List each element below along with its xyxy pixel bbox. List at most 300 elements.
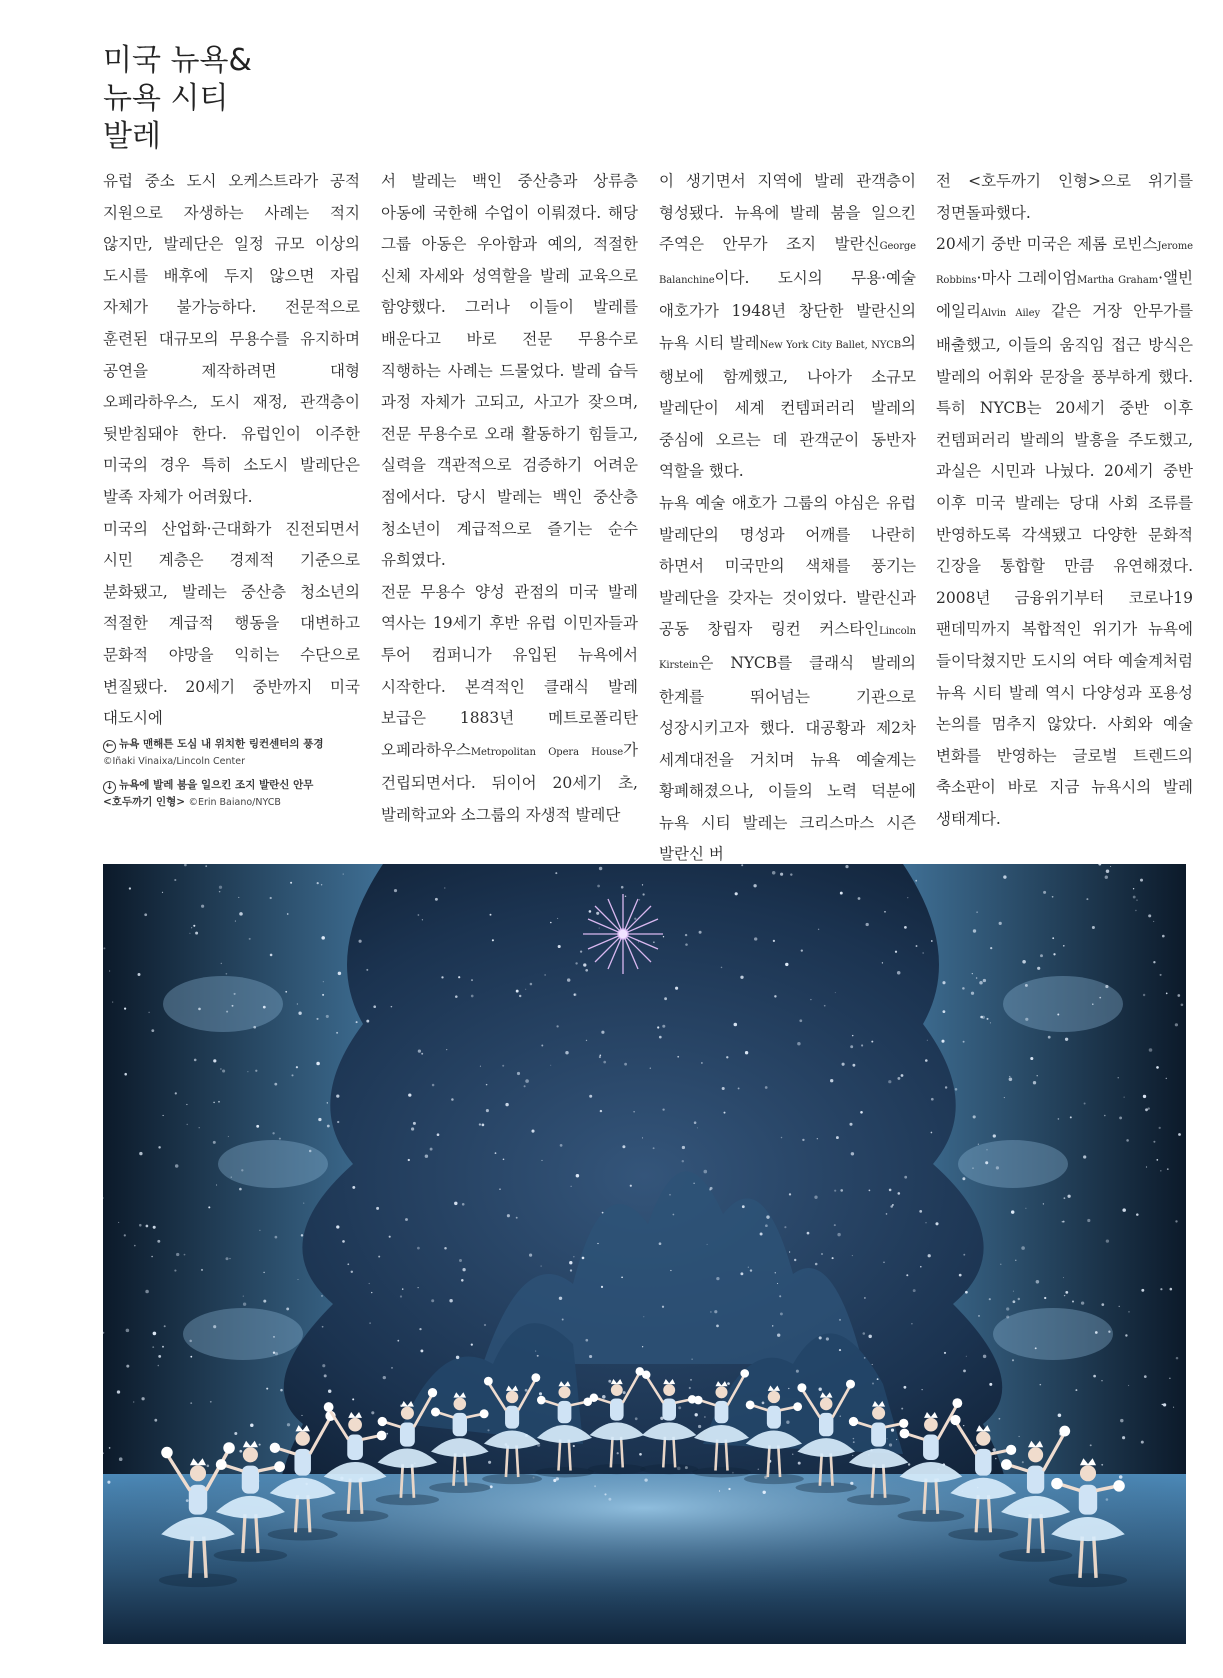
snowflake xyxy=(1160,1288,1162,1290)
caption-text: <호두까기 인형> xyxy=(103,796,186,808)
snowflake xyxy=(860,1111,863,1114)
snowflake xyxy=(321,936,325,940)
snowflake xyxy=(213,1141,216,1144)
text-run: 이다. 도시의 무용·예술 애호가가 1948년 창단한 발란신의 뉴욕 시티 발레 xyxy=(659,268,916,352)
snowflake xyxy=(134,1245,136,1247)
snowflake xyxy=(1170,1288,1173,1291)
snowflake xyxy=(704,1416,706,1418)
snowflake xyxy=(144,913,147,916)
snowflake xyxy=(796,1370,799,1373)
snowflake xyxy=(788,1388,789,1389)
snowflake xyxy=(567,978,570,981)
snowflake xyxy=(275,1236,278,1239)
snowflake xyxy=(1153,1141,1155,1143)
snowflake xyxy=(550,1065,551,1066)
snowflake xyxy=(642,1137,643,1138)
snowflake xyxy=(662,1306,664,1308)
snowflake xyxy=(109,1447,111,1449)
snowflake xyxy=(742,1205,745,1208)
text-run: 20세기 중반 미국은 제롬 로빈스 xyxy=(936,235,1158,254)
snowflake xyxy=(670,1270,671,1271)
snowflake xyxy=(219,891,221,893)
snowflake xyxy=(516,1217,518,1219)
snowflake xyxy=(198,1008,201,1011)
snowflake xyxy=(583,963,586,966)
snowflake xyxy=(915,880,917,882)
snowflake xyxy=(1149,1048,1153,1052)
snowflake xyxy=(758,1469,760,1471)
snowflake xyxy=(571,1186,572,1187)
snowflake xyxy=(685,943,688,946)
snowflake xyxy=(324,1374,327,1377)
snowflake xyxy=(884,911,886,913)
caption-1 xyxy=(103,736,373,770)
snowflake xyxy=(459,1259,462,1262)
snowflake xyxy=(316,1062,320,1066)
snowflake xyxy=(1141,1289,1144,1292)
snowflake xyxy=(531,1130,534,1133)
snowflake xyxy=(1162,935,1165,938)
snowflake xyxy=(622,1145,625,1148)
snowflake xyxy=(1006,1307,1009,1310)
title-line-1: 미국 뉴욕& xyxy=(103,43,252,78)
snowflake xyxy=(1052,937,1054,939)
snowflake xyxy=(1057,1014,1059,1016)
snowflake xyxy=(231,1177,232,1178)
snowflake xyxy=(1022,1461,1024,1463)
snowflake xyxy=(559,1297,562,1300)
snowflake xyxy=(589,1355,592,1358)
snowflake xyxy=(911,1323,912,1324)
snowflake xyxy=(845,865,848,868)
snowflake xyxy=(819,1388,822,1391)
snowflake xyxy=(1128,1385,1129,1386)
snowflake xyxy=(904,1176,907,1179)
snowflake xyxy=(541,1045,543,1047)
snowflake xyxy=(1153,961,1155,963)
snowflake xyxy=(633,1111,634,1112)
snowflake xyxy=(903,1386,906,1389)
snowflake xyxy=(417,1247,420,1250)
snowflake xyxy=(1135,910,1136,911)
snowflake xyxy=(347,1263,349,1265)
snowflake xyxy=(109,970,110,971)
snowflake xyxy=(999,922,1002,925)
snowflake xyxy=(908,1463,910,1465)
snowflake xyxy=(603,1061,606,1064)
snowflake xyxy=(499,1189,500,1190)
snowflake xyxy=(753,884,756,887)
snowflake xyxy=(799,1019,802,1022)
snowflake xyxy=(851,1152,854,1155)
article-column-3 xyxy=(659,166,916,871)
snowflake xyxy=(517,1072,520,1075)
snowflake xyxy=(213,1059,216,1062)
snowflake xyxy=(996,1166,999,1169)
snowflake xyxy=(326,1015,329,1018)
snowflake xyxy=(336,1032,338,1034)
snowflake xyxy=(1136,900,1137,901)
snowflake xyxy=(524,1085,526,1087)
snowflake xyxy=(444,887,445,888)
snowflake xyxy=(243,1295,244,1296)
snowflake xyxy=(275,1352,278,1355)
snowflake xyxy=(983,1355,986,1358)
snowflake xyxy=(544,974,545,975)
snowflake xyxy=(117,1390,120,1393)
snowflake xyxy=(589,910,592,913)
snowflake xyxy=(597,885,600,888)
snowflake xyxy=(189,1340,192,1343)
snowflake xyxy=(1048,1036,1051,1039)
article-column-2 xyxy=(381,166,638,831)
snowflake xyxy=(323,981,324,982)
snowflake xyxy=(839,1319,841,1321)
snowflake xyxy=(321,884,322,885)
snowflake xyxy=(904,926,907,929)
snowflake xyxy=(901,1408,903,1410)
snowflake xyxy=(338,972,341,975)
photo-credit: ©Iñaki Vinaixa/Lincoln Center xyxy=(103,756,246,767)
snowflake xyxy=(378,1256,380,1258)
snowflake xyxy=(1176,1357,1179,1360)
snowflake xyxy=(328,1390,331,1393)
snowflake xyxy=(391,1367,393,1369)
snowflake xyxy=(1160,974,1162,976)
snowflake xyxy=(786,1421,789,1424)
snowflake xyxy=(162,892,163,893)
snowflake xyxy=(146,1225,149,1228)
snowflake xyxy=(925,1059,928,1062)
star-ornament xyxy=(583,894,663,974)
snowflake xyxy=(193,925,195,927)
snowflake xyxy=(259,1230,260,1231)
snowflake xyxy=(162,1346,164,1348)
snowflake xyxy=(973,929,976,932)
snowflake xyxy=(1105,876,1108,879)
snowflake xyxy=(402,1288,403,1289)
snowflake xyxy=(519,995,521,997)
snowflake xyxy=(397,1340,399,1342)
snowflake xyxy=(1159,1127,1161,1129)
snowflake xyxy=(154,1419,157,1422)
snowflake xyxy=(408,1159,410,1161)
snowflake xyxy=(889,1189,892,1192)
snowflake xyxy=(1058,1118,1060,1120)
snowflake xyxy=(184,1254,186,1256)
snowflake xyxy=(343,874,344,875)
snowflake xyxy=(386,1433,388,1435)
snowflake xyxy=(430,1148,433,1151)
snowflake xyxy=(962,987,965,990)
snowflake xyxy=(852,1455,853,1456)
snowflake xyxy=(1084,1103,1086,1105)
snowflake xyxy=(492,939,494,941)
snowflake xyxy=(853,1441,855,1443)
snowflake xyxy=(721,967,723,969)
snowflake xyxy=(983,979,986,982)
snowflake xyxy=(1064,1295,1065,1296)
snowflake xyxy=(352,1398,354,1400)
snowflake xyxy=(955,1088,958,1091)
snowflake xyxy=(959,1274,962,1277)
snowflake xyxy=(877,1378,879,1380)
snowflake xyxy=(1090,1444,1092,1446)
snowflake xyxy=(507,1214,510,1217)
snowflake xyxy=(789,1193,791,1195)
snowflake xyxy=(279,1138,281,1140)
snowflake xyxy=(898,1192,901,1195)
snowflake xyxy=(1009,1076,1010,1077)
snowflake xyxy=(1167,1168,1169,1170)
snowflake xyxy=(221,963,222,964)
snowflake xyxy=(366,969,368,971)
snowflake xyxy=(714,1310,717,1313)
snowflake xyxy=(557,918,558,919)
snowflake xyxy=(1065,1038,1068,1041)
snowflake xyxy=(872,1382,874,1384)
snowflake xyxy=(597,1243,598,1244)
snowflake xyxy=(298,1012,301,1015)
snowflake xyxy=(852,1064,855,1067)
snowflake xyxy=(675,987,678,990)
snowflake xyxy=(785,963,788,966)
snowflake xyxy=(824,1005,826,1007)
snowflake xyxy=(210,1401,212,1403)
snowflake xyxy=(525,989,526,990)
snowflake xyxy=(1013,1300,1016,1303)
snowflake xyxy=(1021,1246,1025,1250)
snowflake xyxy=(337,1121,339,1123)
snowflake xyxy=(351,1271,353,1273)
snowflake xyxy=(896,1439,897,1440)
snowflake xyxy=(1133,888,1134,889)
snowflake xyxy=(201,1269,203,1271)
snowflake xyxy=(819,1336,822,1339)
snowflake xyxy=(263,1272,264,1273)
title-line-3: 발레 xyxy=(103,119,161,154)
snowflake xyxy=(255,1070,257,1072)
snowflake xyxy=(118,1222,119,1223)
snowflake xyxy=(1044,1297,1046,1299)
snowflake xyxy=(635,1417,638,1420)
snowflake xyxy=(550,922,552,924)
snowflake xyxy=(158,1146,160,1148)
snowflake xyxy=(864,1297,865,1298)
snowflake xyxy=(455,995,458,998)
snowflake xyxy=(342,1240,345,1243)
snowflake xyxy=(887,1438,888,1439)
snowflake xyxy=(1063,1277,1064,1278)
snowflake xyxy=(1106,870,1109,873)
snowflake xyxy=(995,1458,996,1459)
snowflake xyxy=(490,914,492,916)
snowflake xyxy=(191,927,192,928)
snowflake xyxy=(296,1066,298,1068)
snowflake xyxy=(871,1041,873,1043)
snowflake xyxy=(698,1425,701,1428)
snowflake xyxy=(986,1149,987,1150)
snowflake xyxy=(1011,1210,1014,1213)
snowflake xyxy=(897,971,901,975)
caption-text: 뉴욕에 발레 붐을 일으킨 조지 발란신 안무 xyxy=(119,779,314,791)
snowflake xyxy=(585,969,588,972)
snowflake xyxy=(710,1187,713,1190)
snowflake xyxy=(1119,1306,1120,1307)
snowflake xyxy=(1104,1115,1106,1117)
snowflake xyxy=(789,1251,790,1252)
english-name-gloss: New York City Ballet, NYCB xyxy=(759,339,902,351)
snowflake xyxy=(945,1086,947,1088)
snowflake xyxy=(775,1272,776,1273)
snowflake xyxy=(432,1084,435,1087)
snowflake xyxy=(291,1074,293,1076)
snowflake xyxy=(226,973,228,975)
snowflake xyxy=(920,1266,922,1268)
snowflake xyxy=(691,1359,692,1360)
snowflake xyxy=(972,973,973,974)
snowflake xyxy=(371,1411,374,1414)
snowflake xyxy=(883,1261,885,1263)
snowflake xyxy=(539,1392,542,1395)
snowflake xyxy=(963,1370,966,1373)
snowflake xyxy=(978,1315,980,1317)
snowflake xyxy=(280,1389,283,1392)
snowflake xyxy=(596,912,599,915)
article-column-4 xyxy=(936,166,1193,835)
snowflake xyxy=(621,886,624,889)
snowflake xyxy=(1126,1139,1129,1142)
snowflake xyxy=(186,1499,189,1502)
snowflake xyxy=(1058,1414,1062,1418)
snowflake xyxy=(897,1077,900,1080)
paragraph xyxy=(659,166,916,488)
snowflake xyxy=(853,1438,854,1439)
snowflake xyxy=(186,1104,187,1105)
snowflake xyxy=(1136,1213,1139,1216)
snowflake xyxy=(126,1365,129,1368)
snowflake xyxy=(226,1257,229,1260)
snowflake xyxy=(617,1452,619,1454)
snowflake xyxy=(133,1401,134,1402)
snowflake xyxy=(840,892,843,895)
snowflake xyxy=(152,1346,154,1348)
snowflake xyxy=(103,947,105,949)
snowflake xyxy=(630,1185,632,1187)
text-run: ·앨빈 에일리 xyxy=(936,268,1193,321)
snowflake xyxy=(446,1049,447,1050)
snowflake xyxy=(586,1040,587,1041)
snowflake xyxy=(794,1259,796,1261)
snowflake xyxy=(411,1127,414,1130)
article-column-1 xyxy=(103,166,360,735)
paragraph: 미국의 산업화·근대화가 진전되면서 시민 계층은 경제적 기준으로 분화됐고, 발레는 중산층 청소년의 적절한 계급적 행동을 대변하고 문화적 야망을 익히는 수단으로 변질됐다. 20세기 중반까지 미국 대도시에 xyxy=(103,519,360,728)
snowflake xyxy=(913,1289,916,1292)
snowflake xyxy=(573,1256,574,1257)
snowflake xyxy=(1110,866,1111,867)
snowflake xyxy=(754,937,757,940)
snowflake xyxy=(1070,1116,1072,1118)
snowflake xyxy=(834,1224,836,1226)
snowflake xyxy=(669,1194,671,1196)
snowflake xyxy=(1040,954,1043,957)
snowflake xyxy=(657,1026,659,1028)
snowflake xyxy=(1175,1023,1178,1026)
snowflake xyxy=(1120,1419,1123,1422)
snowflake xyxy=(458,976,460,978)
snowflake xyxy=(226,1011,228,1013)
snowflake xyxy=(638,941,639,942)
snowflake xyxy=(273,1336,275,1338)
snowflake xyxy=(980,1016,983,1019)
snowflake xyxy=(639,1453,642,1456)
snowflake xyxy=(906,1274,908,1276)
snowflake xyxy=(153,1226,156,1229)
snowflake xyxy=(516,990,519,993)
snowflake xyxy=(405,1218,408,1221)
snowflake xyxy=(1052,896,1054,898)
snowflake xyxy=(963,1041,965,1043)
snowflake xyxy=(441,976,443,978)
snowflake xyxy=(801,949,803,951)
snowflake xyxy=(695,1413,698,1416)
snowflake xyxy=(582,1257,585,1260)
snowflake xyxy=(421,1053,423,1055)
snowflake xyxy=(734,1023,738,1027)
caption-2 xyxy=(103,777,373,811)
snowflake xyxy=(175,1092,177,1094)
snowflake xyxy=(826,1337,829,1340)
snowflake xyxy=(336,1094,339,1097)
snowflake xyxy=(1003,875,1006,878)
snowflake xyxy=(1156,1066,1159,1069)
english-name-gloss: Alvin Ailey xyxy=(980,308,1041,320)
snowflake xyxy=(601,1031,604,1034)
snowflake xyxy=(272,1132,274,1134)
snowflake xyxy=(1166,993,1168,995)
snowflake xyxy=(541,1160,542,1161)
snowflake xyxy=(250,1423,254,1427)
snowflake xyxy=(765,1224,768,1227)
snowflake xyxy=(1153,921,1154,922)
snowflake xyxy=(722,1087,725,1090)
snowflake xyxy=(624,1063,627,1066)
snowflake xyxy=(1181,1003,1184,1006)
snowflake xyxy=(923,952,924,953)
snowflake xyxy=(222,1069,225,1072)
snowflake xyxy=(599,1054,601,1056)
snowflake xyxy=(993,1134,996,1137)
snowflake xyxy=(1108,1331,1110,1333)
snowflake xyxy=(562,1319,564,1321)
snowflake xyxy=(931,940,933,942)
english-name-gloss: Lincoln Kirstein xyxy=(659,626,916,671)
snowflake xyxy=(239,1450,242,1453)
snowflake xyxy=(556,1025,558,1027)
snowflake xyxy=(1101,1303,1104,1306)
snowflake xyxy=(228,1136,229,1137)
snowflake xyxy=(780,1312,783,1315)
snowflake xyxy=(735,892,738,895)
snowflake xyxy=(1106,1239,1109,1242)
snowflake xyxy=(422,919,423,920)
snowflake xyxy=(301,1234,303,1236)
snowflake xyxy=(772,871,776,875)
snowflake xyxy=(555,872,557,874)
snowflake xyxy=(418,1287,419,1288)
snowflake xyxy=(141,1397,144,1400)
snowflake xyxy=(888,1080,891,1083)
